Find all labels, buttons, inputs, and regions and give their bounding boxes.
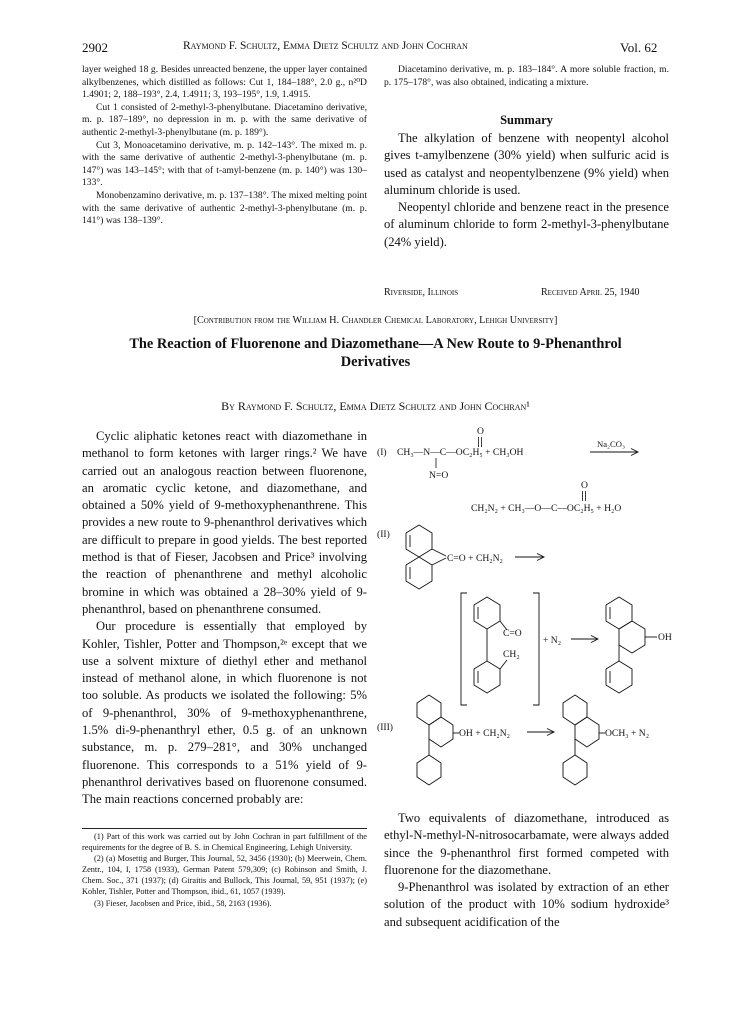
phenanthrol-structure <box>606 597 657 693</box>
label-III: (III) <box>377 722 393 733</box>
footnote-rule <box>82 828 367 829</box>
body-paragraph: 9-Phenanthrol was isolated by extraction of an ether solution of the product with 10% sodium hydroxide³ and subsequent acidification of the <box>384 880 669 929</box>
intermediate-carbonyl: C=O <box>503 628 522 639</box>
summary-heading: Summary <box>500 113 553 127</box>
prev-right-top: Diacetamino derivative, m. p. 183–184°. A more soluble fraction, m. p. 175–178°, was also obtained, indicating a mixture. <box>384 64 669 88</box>
phenanthrol-structure-2 <box>417 695 459 785</box>
footnote: (3) Fieser, Jacobsen and Price, ibid., 58, 2163 (1936). <box>94 898 272 908</box>
prev-article-right <box>384 64 669 89</box>
title-line-1: The Reaction of Fluorenone and Diazomethane—A New Route to 9-Phenanthrol <box>129 336 622 352</box>
summary-body <box>384 130 669 251</box>
eq1-nitroso: N=O <box>429 470 449 481</box>
footnotes <box>82 831 367 909</box>
prev-paragraph: Monobenzamino derivative, m. p. 137–138°. The mixed melting point with the same derivative of authentic 2-methyl-3-phenylbutane (m. p. 141°) was 138–139°. <box>82 189 367 227</box>
intermediate-structure <box>474 597 507 693</box>
title-line-2: Derivatives <box>340 354 411 370</box>
footnote: (1) Part of this work was carried out by John Cochran in part fulfillment of the requirements for the degree of B. S. in Chemical Engineering, Lehigh University. <box>82 832 367 853</box>
label-I: (I) <box>377 447 387 458</box>
footnote: (2) (a) Mosettig and Burger, This Journal, 52, 3456 (1930); (b) Meerwein, Chem. Zentr., 104, I, 1758 (1933), German Patent 579,309; (c) Robinson and Smith, J. Chem. Soc., 371 (1937); (d) Giraitis and Bullock, This Journal, 59, 951 (1937); (e) Kohler, Tishler, Potter and Thompson, ibid., 61, 1057 (1939). <box>82 854 367 897</box>
intermediate-ch2: CH₂ <box>503 649 520 660</box>
eq3-reactants: OH + CH₂N₂ <box>459 728 511 739</box>
reaction-scheme <box>375 425 675 805</box>
label-II: (II) <box>377 529 390 540</box>
body-paragraph: Cyclic aliphatic ketones react with diazomethane in methanol to form ketones with larger rings.² We have carried out an analogous reaction between fluorenone, an aromatic cyclic ketone, and diazomethane, and obtained a 50% yield of 9-methoxyphenanthrene. This provides a new route to 9-phenanthrol derivatives which are difficult to prepare in good yields. The best reported method is that of Fieser, Jacobsen and Price³ involving the reaction of phenanthrene and methyl alcoholic bromine in which was obtained a 28–30% yield of 9-phenanthrol, based on phenanthrene consumed. <box>82 429 367 616</box>
article-title <box>70 335 681 371</box>
methoxyphenanthrene-structure <box>563 695 605 785</box>
eq2-hydroxyl: OH <box>658 632 672 643</box>
running-title: Raymond F. Schultz, Emma Dietz Schultz and John Cochran <box>183 40 468 52</box>
contribution-line: [Contribution from the William H. Chandler Chemical Laboratory, Lehigh University] <box>193 315 558 326</box>
page-number: 2902 <box>82 40 108 55</box>
body-paragraph: Our procedure is essentially that employed by Kohler, Tishler, Potter and Thompson,²ᵉ except that we use a solvent mixture of diethyl ether and methanol instead of methanol alone, in which fluorenone is not too soluble. As products we isolated the following: 5% of 9-phenanthrol, 30% of 9-methoxyphenanthrene, 1.5% di-9-phenanthryl ether, 0.5 g. of an unknown substance, m. p. 279–281°, and 30% unchanged fluorenone. This corresponds to a 51% yield of 9-phenanthrol derivatives based on fluorenone consumed. The main reactions concerned probably are: <box>82 619 367 807</box>
eq1-reactants: CH₃—N—C—OC₂H₅ + CH₃OH <box>397 447 524 458</box>
eq1-carbonyl-O: O <box>477 426 484 437</box>
summary-paragraph: The alkylation of benzene with neopentyl alcohol gives t-amylbenzene (30% yield) when sulfuric acid is used as catalyst and neopentylbenzene (9% yield) when aluminum chloride is used. <box>384 131 669 197</box>
body-paragraph: Two equivalents of diazomethane, introduced as ethyl-N-methyl-N-nitrosocarbamate, were always added since the 9-phenanthrol first formed competed with fluorenone for the diazomethane. <box>384 811 669 877</box>
eq2-reactants: C=O + CH₂N₂ <box>447 553 503 564</box>
prev-paragraph: layer weighed 18 g. Besides unreacted benzene, the upper layer contained alkylbenzenes, which distilled as follows: Cut 1, 184–188°, 2.0 g., n²⁰D 1.4901; 2, 188–193°, 2.4, 1.4911; 3, 193–195°, 1.9, 1.4915. <box>82 64 367 101</box>
fluorenone-structure <box>406 525 446 589</box>
article-left-column <box>82 428 367 809</box>
eq2-plus-n2: + N₂ <box>543 635 562 646</box>
prev-paragraph: Cut 1 consisted of 2-methyl-3-phenylbutane. Diacetamino derivative, m. p. 187–189°, no depression in m. p. with the same derivative of authentic 2-methyl-3-phenylbutane (m. p. 189°). <box>82 101 367 138</box>
summary-paragraph: Neopentyl chloride and benzene react in the presence of aluminum chloride to form 2-methyl-3-phenylbutane (24% yield). <box>384 200 669 249</box>
eq1-catalyst: Na₂CO₃ <box>597 439 625 449</box>
prev-article-left <box>82 64 367 228</box>
eq1-products-O: O <box>581 480 588 491</box>
prev-paragraph: Cut 3, Monoacetamino derivative, m. p. 142–143°. The mixed m. p. with the same derivative of authentic 2-methyl-3-phenylbutane (m. p. 147°) was 143–145°; with that of t-amyl-benzene (m. p. 140°) was 130–133°. <box>82 139 367 189</box>
volume: Vol. 62 <box>620 40 658 55</box>
received-date: Received April 25, 1940 <box>541 287 640 298</box>
place: Riverside, Illinois <box>384 287 459 298</box>
eq1-products: CH₂N₂ + CH₃—O—C—OC₂H₅ + H₂O <box>471 503 622 514</box>
eq3-products: OCH₃ + N₂ <box>605 728 650 739</box>
byline: By Raymond F. Schultz, Emma Dietz Schultz and John Cochran¹ <box>221 399 530 413</box>
article-right-column <box>384 810 669 931</box>
